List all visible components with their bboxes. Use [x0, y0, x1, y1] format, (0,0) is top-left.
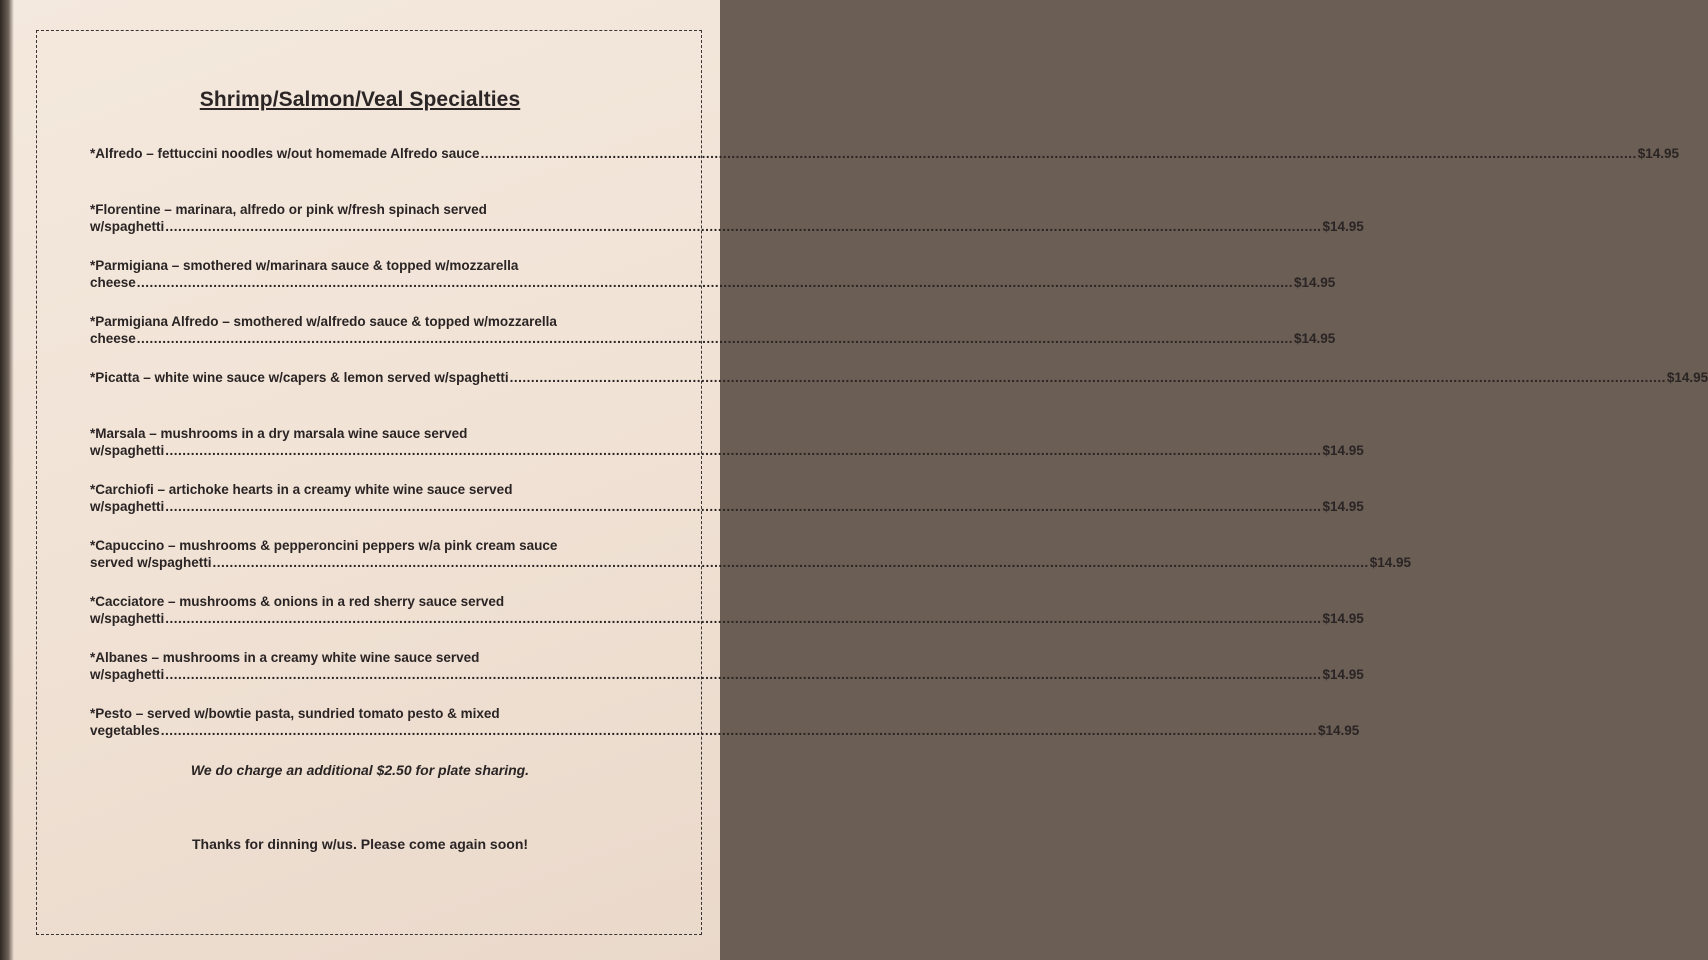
dot-leader: ................................................................................................................................................................................................................................................................................	[165, 443, 1322, 458]
item-price: $14.95	[1369, 555, 1412, 570]
item-description-line1: *Albanes – mushrooms in a creamy white wine sauce served	[90, 650, 480, 665]
item-description-line2: cheese	[90, 275, 136, 290]
dot-leader: ................................................................................................................................................................................................................................................................................	[165, 611, 1322, 626]
item-description-line2: cheese	[90, 331, 136, 346]
menu-item	[90, 145, 1680, 201]
dot-leader: ................................................................................................................................................................................................................................................................................	[509, 370, 1666, 385]
plate-sharing-note: We do charge an additional $2.50 for plate sharing.	[190, 762, 530, 778]
thank-you-message: Thanks for dinning w/us. Please come again soon!	[191, 836, 529, 852]
item-description-line1: *Carchiofi – artichoke hearts in a creamy white wine sauce served	[90, 482, 513, 497]
dot-leader: ................................................................................................................................................................................................................................................................................	[160, 723, 1317, 738]
menu-item	[90, 481, 1364, 537]
menu-item	[90, 369, 1708, 425]
menu-item	[90, 257, 1336, 313]
item-description-line1: *Marsala – mushrooms in a dry marsala wine sauce served	[90, 426, 468, 441]
item-description-line1: *Parmigiana Alfredo – smothered w/alfredo sauce & topped w/mozzarella	[90, 314, 557, 329]
item-description-line1: *Parmigiana – smothered w/marinara sauce & topped w/mozzarella	[90, 258, 519, 273]
item-description-line1: *Capuccino – mushrooms & pepperoncini peppers w/a pink cream sauce	[90, 538, 558, 553]
menu-item	[90, 649, 1364, 705]
item-description-line2: served w/spaghetti	[90, 555, 212, 570]
dot-leader: ................................................................................................................................................................................................................................................................................	[480, 146, 1637, 161]
item-price: $14.95	[1294, 331, 1336, 346]
item-description-line1: *Florentine – marinara, alfredo or pink w/fresh spinach served	[90, 202, 487, 217]
item-description-line2: w/spaghetti	[90, 667, 165, 682]
menu-item	[90, 705, 1360, 761]
menu-item	[90, 593, 1364, 649]
dot-leader: ................................................................................................................................................................................................................................................................................	[165, 667, 1322, 682]
item-price: $14.95	[1322, 667, 1364, 682]
menu-item	[90, 537, 1412, 593]
item-description-line2: w/spaghetti	[90, 219, 165, 234]
item-description-line2: w/spaghetti	[90, 499, 165, 514]
dot-leader: ................................................................................................................................................................................................................................................................................	[136, 331, 1293, 346]
dot-leader: ................................................................................................................................................................................................................................................................................	[165, 499, 1322, 514]
item-price: $14.95	[1322, 611, 1364, 626]
item-price: $14.95	[1666, 370, 1708, 385]
item-price: $14.95	[1637, 146, 1680, 161]
item-description-line2: vegetables	[90, 723, 160, 738]
item-description-line2: w/spaghetti	[90, 611, 165, 626]
item-description-line1: *Cacciatore – mushrooms & onions in a red sherry sauce served	[90, 594, 505, 609]
dot-leader: ................................................................................................................................................................................................................................................................................	[212, 555, 1369, 570]
page-edge-shadow	[0, 0, 14, 960]
item-description-line2: *Picatta – white wine sauce w/capers & lemon served w/spaghetti	[90, 370, 509, 385]
menu-item	[90, 313, 1336, 369]
item-description-line1: *Pesto – served w/bowtie pasta, sundried tomato pesto & mixed	[90, 706, 500, 721]
item-price: $14.95	[1318, 723, 1360, 738]
item-price: $14.95	[1322, 499, 1364, 514]
item-price: $14.95	[1294, 275, 1336, 290]
item-price: $14.95	[1322, 219, 1364, 234]
item-price: $14.95	[1322, 443, 1364, 458]
menu-title: Shrimp/Salmon/Veal Specialties	[199, 88, 521, 111]
item-description-line2: w/spaghetti	[90, 443, 165, 458]
menu-item	[90, 201, 1364, 257]
item-description-line2: *Alfredo – fettuccini noodles w/out homemade Alfredo sauce	[90, 146, 480, 161]
dot-leader: ................................................................................................................................................................................................................................................................................	[136, 275, 1293, 290]
menu-item	[90, 425, 1364, 481]
menu-item-list	[90, 145, 1708, 761]
dot-leader: ................................................................................................................................................................................................................................................................................	[165, 219, 1322, 234]
